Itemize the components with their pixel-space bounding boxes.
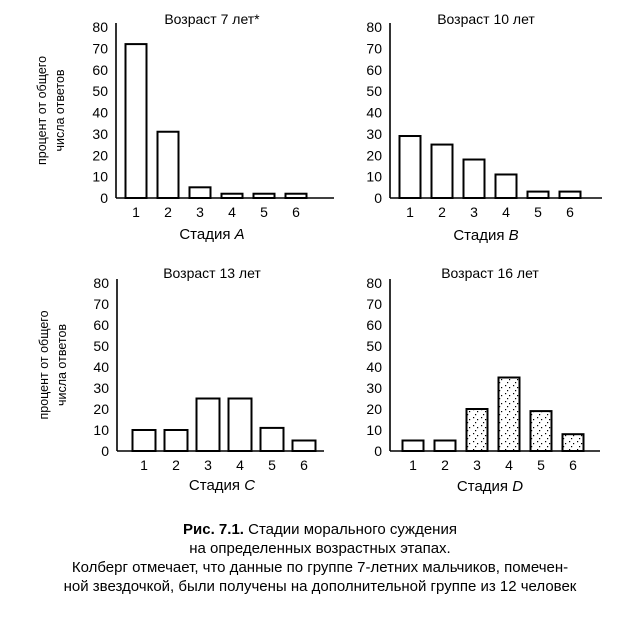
chart-title: Возраст 10 лет	[437, 11, 535, 27]
y-tick-label: 50	[366, 83, 382, 100]
bar	[400, 136, 421, 198]
x-axis-label-text: Стадия	[179, 226, 235, 243]
y-axis-label-line-1: процент от общего	[35, 55, 49, 166]
bar	[432, 145, 453, 198]
y-tick-label: 10	[366, 422, 382, 438]
y-tick-label: 70	[93, 296, 109, 312]
panel-letter: A	[234, 226, 245, 243]
caption-title-1: Стадии морального суждения	[248, 521, 457, 538]
y-tick-label: 70	[366, 296, 382, 312]
bar	[165, 430, 188, 451]
y-tick-label: 80	[366, 19, 382, 35]
x-tick-label: 3	[196, 204, 204, 220]
y-tick-label: 30	[366, 125, 382, 142]
y-tick-label: 50	[93, 338, 109, 354]
bar	[158, 132, 179, 198]
x-axis-label	[189, 477, 255, 494]
y-tick-label: 80	[92, 19, 108, 35]
x-tick-label: 3	[470, 204, 478, 220]
x-tick-label: 1	[409, 457, 417, 473]
y-tick-label: 60	[366, 61, 382, 78]
bar	[531, 411, 552, 451]
x-tick-label: 6	[569, 457, 577, 473]
y-axis-label-line-1: процент от общего	[37, 310, 51, 420]
y-tick-label: 10	[366, 168, 382, 185]
x-axis-label	[457, 478, 523, 495]
x-tick-label: 6	[292, 204, 300, 220]
bar	[464, 160, 485, 198]
bar	[560, 192, 581, 198]
bar	[496, 174, 517, 198]
x-tick-label: 4	[502, 204, 510, 220]
y-tick-label: 20	[92, 147, 108, 164]
chart-panel-3	[37, 265, 324, 494]
y-tick-label: 40	[366, 104, 382, 121]
x-tick-label: 2	[441, 457, 449, 473]
y-tick-label: 30	[93, 380, 109, 396]
chart-title: Возраст 7 лет*	[164, 11, 260, 27]
x-tick-label: 5	[534, 204, 542, 220]
y-tick-label: 10	[93, 422, 109, 438]
bar	[261, 428, 284, 451]
y-tick-label: 70	[92, 40, 108, 57]
y-tick-label: 0	[374, 190, 382, 206]
x-tick-label: 1	[140, 457, 148, 473]
chart-title: Возраст 13 лет	[163, 265, 261, 281]
y-tick-label: 60	[366, 317, 382, 333]
bar	[293, 441, 316, 452]
x-tick-label: 4	[236, 457, 244, 473]
x-tick-label: 1	[406, 204, 414, 220]
x-tick-label: 2	[172, 457, 180, 473]
bar	[499, 378, 520, 452]
y-tick-label: 20	[366, 147, 382, 164]
x-tick-label: 5	[268, 457, 276, 473]
x-axis-label-text: Стадия	[453, 227, 509, 244]
y-tick-label: 0	[374, 443, 382, 459]
x-tick-label: 3	[473, 457, 481, 473]
y-tick-label: 0	[100, 190, 108, 206]
caption-title-line-1	[0, 520, 640, 539]
x-tick-label: 5	[260, 204, 268, 220]
x-tick-label: 5	[537, 457, 545, 473]
chart-panel-4	[366, 265, 600, 495]
y-tick-label: 20	[93, 401, 109, 417]
bar	[197, 399, 220, 452]
bar	[467, 409, 488, 451]
y-tick-label: 30	[366, 380, 382, 396]
y-tick-label: 60	[93, 317, 109, 333]
x-axis-label	[179, 226, 244, 243]
panel-letter: C	[244, 477, 256, 494]
x-axis-label-text: Стадия	[188, 477, 245, 494]
panel-letter: D	[512, 478, 524, 495]
y-tick-label: 50	[92, 83, 108, 100]
x-axis-label-text: Стадия	[456, 478, 513, 495]
caption-label: Рис. 7.1.	[183, 521, 244, 538]
y-tick-label: 80	[93, 275, 109, 291]
y-tick-label: 10	[92, 168, 108, 185]
panel-letter: B	[508, 227, 519, 244]
chart-panel-2	[366, 11, 602, 244]
y-axis-label-line-2: числа ответов	[53, 69, 67, 152]
bar	[126, 44, 147, 198]
x-tick-label: 4	[505, 457, 513, 473]
x-tick-label: 6	[566, 204, 574, 220]
y-tick-label: 0	[101, 443, 109, 459]
x-tick-label: 2	[164, 204, 172, 220]
bar	[133, 430, 156, 451]
x-tick-label: 2	[438, 204, 446, 220]
chart-panel-1	[35, 11, 334, 243]
caption-note-1: Колберг отмечает, что данные по группе 7-летних мальчиков, помечен-	[71, 559, 569, 576]
y-tick-label: 70	[366, 40, 382, 57]
bar	[435, 441, 456, 452]
x-axis-label	[453, 227, 518, 244]
x-tick-label: 3	[204, 457, 212, 473]
x-tick-label: 4	[228, 204, 236, 220]
bar	[190, 187, 211, 198]
bar	[403, 441, 424, 452]
bar	[528, 192, 549, 198]
chart-title: Возраст 16 лет	[441, 265, 539, 281]
y-tick-label: 40	[366, 359, 382, 375]
y-tick-label: 60	[92, 61, 108, 78]
y-tick-label: 40	[93, 359, 109, 375]
x-tick-label: 6	[300, 457, 308, 473]
y-tick-label: 40	[92, 104, 108, 121]
y-axis-label-line-2: числа ответов	[55, 323, 69, 407]
x-tick-label: 1	[132, 204, 140, 220]
y-tick-label: 50	[366, 338, 382, 354]
bar	[229, 399, 252, 452]
bar	[563, 434, 584, 451]
bar	[222, 194, 243, 198]
caption-note-2: ной звездочкой, были получены на дополнительной группе из 12 человек	[63, 578, 577, 595]
figure-caption	[0, 520, 640, 596]
y-tick-label: 20	[366, 401, 382, 417]
bar	[254, 194, 275, 198]
y-tick-label: 30	[92, 125, 108, 142]
bar	[286, 194, 307, 198]
caption-title-2: на определенных возрастных этапах.	[189, 540, 451, 557]
y-tick-label: 80	[366, 275, 382, 291]
